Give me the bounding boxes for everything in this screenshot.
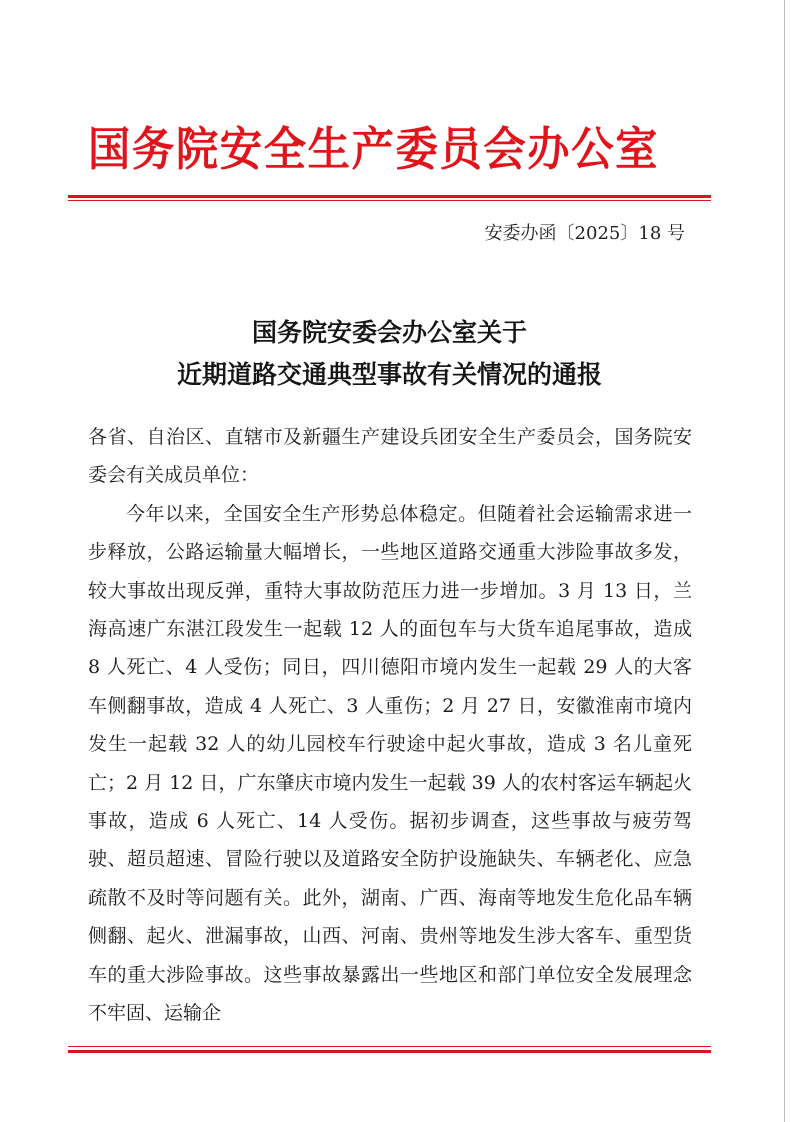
header-red-rule-thick <box>68 195 711 198</box>
document-title <box>68 312 711 396</box>
header-red-rule-thin <box>68 200 711 201</box>
page-edge-line <box>784 0 785 1122</box>
footer-red-rule-thin <box>68 1046 711 1047</box>
document-body <box>88 418 692 1033</box>
body-paragraph-1: 今年以来，全国安全生产形势总体稳定。但随着社会运输需求进一步释放，公路运输量大幅增长，一些地区道路交通重大涉险事故多发，较大事故出现反弹，重特大事故防范压力进一步增加。3 月 13 日，兰海高速广东湛江段发生一起载 12 人的面包车与大货车追尾事故，造成 8 人死亡、4 人受伤；同日，四川德阳市境内发生一起载 29 人的大客车侧翻事故，造成 4 人死亡、3 人重伤；2 月 27 日，安徽淮南市境内发生一起载 32 人的幼儿园校车行驶途中起火事故，造成 3 名儿童死亡；2 月 12 日，广东肇庆市境内发生一起载 39 人的农村客运车辆起火事故，造成 6 人死亡、14 人受伤。据初步调查，这些事故与疲劳驾驶、超员超速、冒险行驶以及道路安全防护设施缺失、车辆老化、应急疏散不及时等问题有关。此外，湖南、广西、海南等地发生危化品车辆侧翻、起火、泄漏事故，山西、河南、贵州等地发生涉大客车、重型货车的重大涉险事故。这些事故暴露出一些地区和部门单位安全发展理念不牢固、运输企 <box>88 502 692 1025</box>
document-number: 安委办函〔2025〕18 号 <box>484 223 685 244</box>
document-title-line-2: 近期道路交通典型事故有关情况的通报 <box>176 360 602 389</box>
document-title-line-1: 国务院安委会办公室关于 <box>251 318 527 347</box>
red-header-org-name: 国务院安全生产委员会办公室 <box>88 122 659 176</box>
salutation: 各省、自治区、直辖市及新疆生产建设兵团安全生产委员会，国务院安委会有关成员单位： <box>88 426 692 487</box>
footer-red-rule-thick <box>68 1050 711 1053</box>
